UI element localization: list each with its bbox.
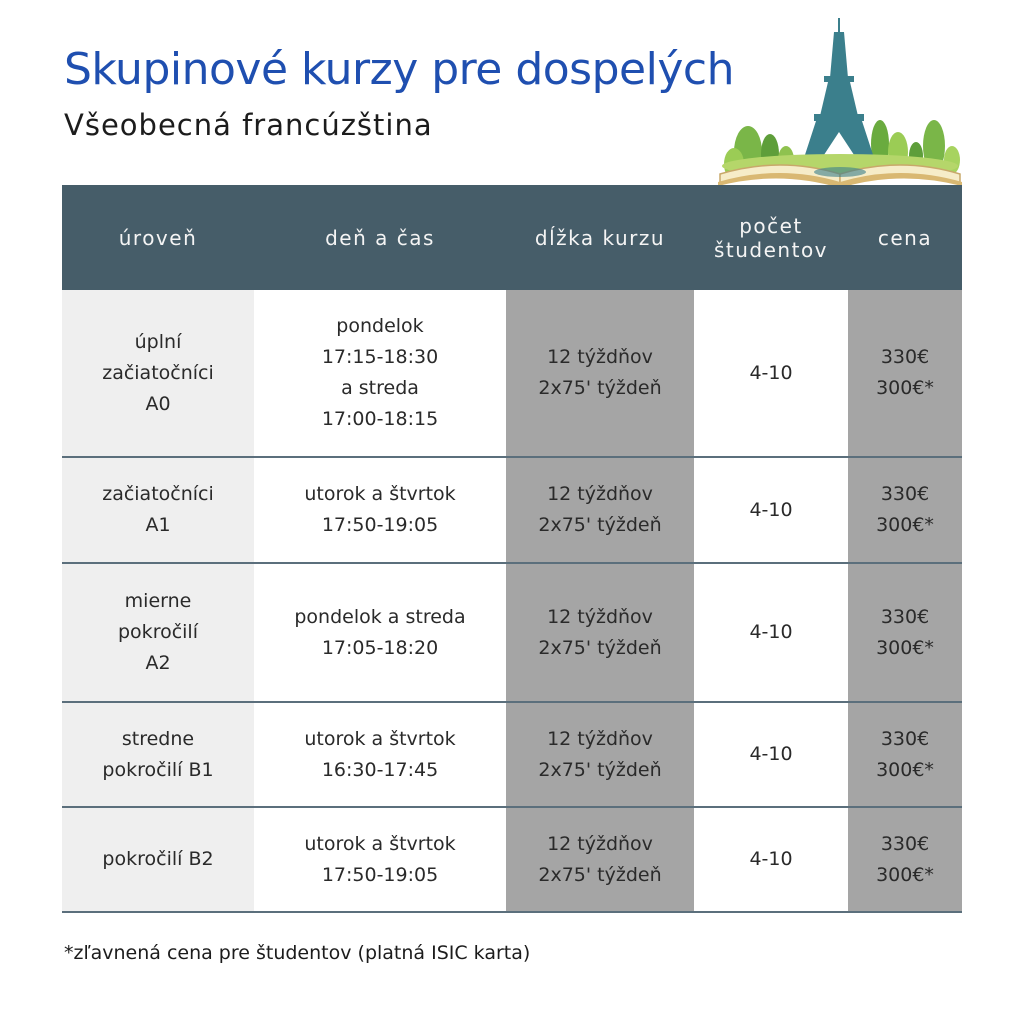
duration-cell-text: 12 týždňov: [547, 727, 653, 750]
schedule-cell-text: 16:30-17:45: [321, 758, 439, 781]
level-cell-text: A2: [145, 652, 171, 674]
schedule-cell-text: 17:50-19:05: [321, 514, 439, 536]
students-cell: [694, 702, 848, 807]
table-row: [62, 290, 962, 457]
price-cell-text: 330€: [880, 727, 930, 750]
schedule-cell-text: utorok a štvrtok: [304, 483, 456, 505]
students-cell-text: 4-10: [749, 361, 793, 384]
level-cell: [62, 563, 254, 702]
table-row: [62, 702, 962, 807]
price-cell-text: 300€*: [876, 758, 934, 781]
column-header: [506, 185, 694, 290]
duration-cell-text: 2x75' týždeň: [538, 863, 662, 886]
column-header-label: študentov: [713, 237, 829, 262]
price-cell-text: 300€*: [876, 514, 934, 536]
duration-cell: [506, 457, 694, 563]
level-cell-text: stredne: [121, 727, 195, 750]
price-cell: [848, 702, 962, 807]
price-cell: [848, 290, 962, 457]
price-cell-text: 330€: [880, 483, 930, 505]
duration-cell: [506, 807, 694, 912]
price-cell-text: 330€: [880, 832, 930, 855]
level-cell-text: A1: [145, 514, 171, 536]
page-title: Skupinové kurzy pre dospelých: [64, 44, 734, 95]
column-header: [848, 185, 962, 290]
duration-cell-text: 12 týždňov: [547, 605, 653, 628]
students-cell: [694, 563, 848, 702]
price-cell: [848, 457, 962, 563]
schedule-cell-text: 17:15-18:30: [321, 346, 439, 368]
level-cell: [62, 290, 254, 457]
price-cell: [848, 807, 962, 912]
price-cell-text: 330€: [880, 346, 930, 368]
students-cell-text: 4-10: [749, 848, 793, 870]
duration-cell-text: 2x75' týždeň: [538, 758, 662, 781]
column-header-label: dĺžka kurzu: [534, 225, 666, 250]
students-cell: [694, 290, 848, 457]
schedule-cell-text: 17:05-18:20: [321, 636, 439, 659]
schedule-cell-text: utorok a štvrtok: [304, 832, 456, 855]
courses-table: [62, 185, 962, 913]
level-cell-text: začiatočníci: [102, 483, 214, 505]
table-row: [62, 807, 962, 912]
table-header-row: [62, 185, 962, 290]
students-cell: [694, 807, 848, 912]
duration-cell-text: 12 týždňov: [547, 483, 653, 505]
page-subtitle: Všeobecná francúzština: [64, 108, 433, 142]
column-header: [254, 185, 506, 290]
column-header-label: cena: [877, 225, 933, 250]
schedule-cell: [254, 457, 506, 563]
level-cell-text: mierne: [124, 590, 192, 612]
schedule-cell: [254, 290, 506, 457]
level-cell-text: začiatočníci: [102, 361, 214, 384]
level-cell-text: pokročilí B1: [102, 758, 214, 781]
table-row: [62, 563, 962, 702]
schedule-cell-text: utorok a štvrtok: [304, 727, 456, 750]
students-cell-text: 4-10: [749, 498, 793, 521]
column-header-label: deň a čas: [325, 225, 435, 250]
duration-cell: [506, 290, 694, 457]
schedule-cell-text: 17:00-18:15: [321, 408, 439, 430]
duration-cell-text: 12 týždňov: [547, 346, 653, 368]
duration-cell-text: 12 týždňov: [547, 832, 653, 855]
column-header-label: počet: [739, 213, 803, 238]
column-header-label: úroveň: [118, 225, 198, 250]
duration-cell: [506, 563, 694, 702]
duration-cell: [506, 702, 694, 807]
table-row: [62, 457, 962, 563]
eiffel-tower-book-icon: [712, 14, 968, 190]
schedule-cell: [254, 807, 506, 912]
level-cell-text: A0: [145, 392, 171, 415]
schedule-cell-text: pondelok: [336, 315, 424, 337]
students-cell-text: 4-10: [749, 743, 793, 765]
schedule-cell-text: 17:50-19:05: [321, 863, 439, 886]
price-cell-text: 300€*: [876, 636, 934, 659]
level-cell: [62, 457, 254, 563]
students-cell: [694, 457, 848, 563]
column-header: [694, 185, 848, 290]
price-cell: [848, 563, 962, 702]
duration-cell-text: 2x75' týždeň: [538, 377, 662, 399]
level-cell: [62, 702, 254, 807]
price-cell-text: 300€*: [876, 863, 934, 886]
level-cell-text: pokročilí B2: [102, 848, 214, 870]
duration-cell-text: 2x75' týždeň: [538, 636, 662, 659]
schedule-cell-text: pondelok a streda: [294, 605, 466, 628]
students-cell-text: 4-10: [749, 621, 793, 643]
schedule-cell-text: a streda: [341, 377, 419, 399]
price-cell-text: 300€*: [876, 377, 934, 399]
footnote: *zľavnená cena pre študentov (platná ISIC karta): [64, 942, 531, 964]
schedule-cell: [254, 563, 506, 702]
price-cell-text: 330€: [880, 605, 930, 628]
duration-cell-text: 2x75' týždeň: [538, 514, 662, 536]
level-cell: [62, 807, 254, 912]
column-header: [62, 185, 254, 290]
level-cell-text: úplní: [134, 330, 182, 353]
level-cell-text: pokročilí: [118, 621, 198, 643]
schedule-cell: [254, 702, 506, 807]
